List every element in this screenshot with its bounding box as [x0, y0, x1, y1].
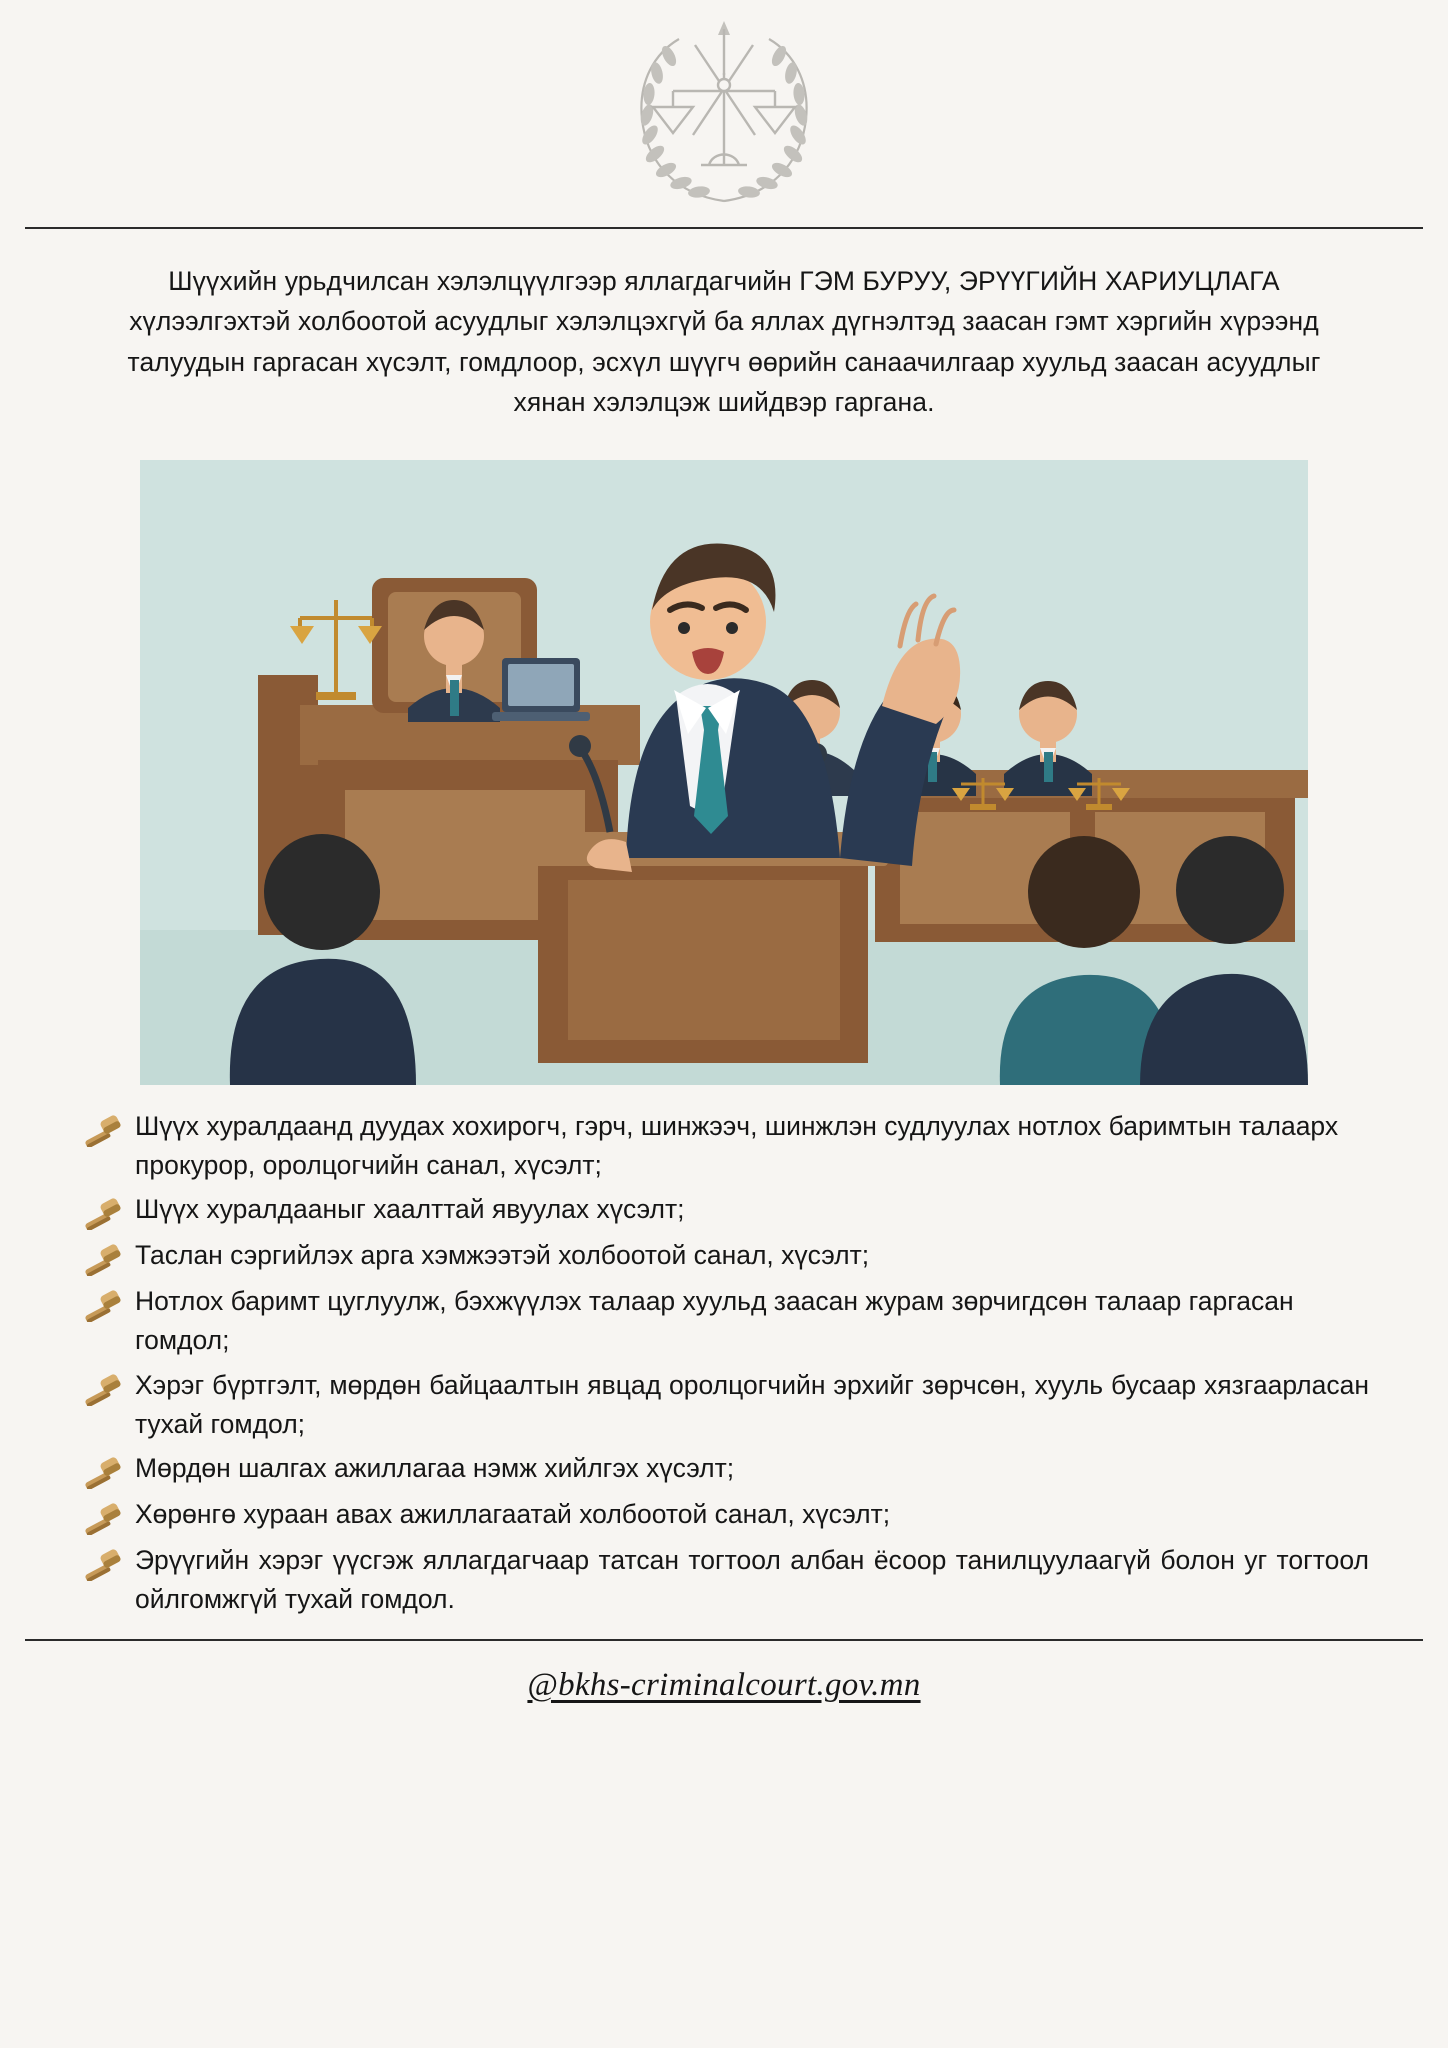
intro-paragraph: Шүүхийн урьдчилсан хэлэлцүүлгээр яллагдагчийн ГЭМ БУРУУ, ЭРҮҮГИЙН ХАРИУЦЛАГА хүлээлгэхтэй холбоотой асуудлыг хэлэлцэхгүй ба яллах дүгнэлтэд заасан гэмт хэргийн хүрээнд талуудын гаргасан хүсэлт, гомдлоор, эсхүл шүүгч өөрийн санаачилгаар хуульд заасан асуудлыг хянан хэлэлцэж шийдвэр гаргана. [127, 266, 1321, 417]
contact-handle[interactable]: @bkhs-criminalcourt.gov.mn [527, 1666, 921, 1703]
gavel-icon [79, 1113, 125, 1147]
list-item [79, 1236, 1369, 1276]
list-item [79, 1190, 1369, 1230]
divider-top [25, 227, 1423, 229]
list-item-text: Нотлох баримт цуглуулж, бэхжүүлэх талаар хуульд заасан журам зөрчигдсөн талаар гаргасан гомдол; [135, 1286, 1294, 1356]
list-item-text: Эрүүгийн хэрэг үүсгэж яллагдагчаар татсан тогтоол албан ёсоор танилцуулаагүй болон уг тогтоол ойлгомжгүй тухай гомдол. [135, 1545, 1369, 1614]
emblem-container [609, 10, 839, 225]
gavel-icon [79, 1455, 125, 1489]
divider-bottom [25, 1639, 1423, 1641]
list-item [79, 1541, 1369, 1618]
list-item-text: Мөрдөн шалгах ажиллагаа нэмж хийлгэх хүсэлт; [135, 1453, 735, 1484]
requests-list [79, 1107, 1369, 1625]
court-scales-emblem [609, 15, 839, 220]
gavel-icon [79, 1547, 125, 1581]
list-item-text: Хэрэг бүртгэлт, мөрдөн байцаалтын явцад оролцогчийн эрхийг зөрчсөн, хууль бусаар хязгаарласан тухай гомдол; [135, 1369, 1369, 1439]
gavel-icon [79, 1372, 125, 1406]
gavel-icon [79, 1196, 125, 1230]
list-item [79, 1107, 1369, 1184]
list-item-text: Шүүх хуралдаанд дуудах хохирогч, гэрч, шинжээч, шинжлэн судлуулах нотлох баримтын талаарх прокурор, оролцогчийн санал, хүсэлт; [135, 1111, 1339, 1180]
gavel-icon [79, 1501, 125, 1535]
list-item [79, 1449, 1369, 1489]
courtroom-hearing-illustration [140, 460, 1308, 1085]
courtroom-scene [140, 460, 1308, 1085]
list-item [79, 1366, 1369, 1443]
list-item-text: Шүүх хуралдааныг хаалттай явуулах хүсэлт; [135, 1194, 685, 1225]
list-item-text: Хөрөнгө хураан авах ажиллагаатай холбоотой санал, хүсэлт; [135, 1499, 891, 1530]
list-item [79, 1282, 1369, 1359]
gavel-icon [79, 1288, 125, 1322]
list-item-text: Таслан сэргийлэх арга хэмжээтэй холбоотой санал, хүсэлт; [135, 1240, 870, 1271]
gavel-icon [79, 1242, 125, 1276]
list-item [79, 1495, 1369, 1535]
